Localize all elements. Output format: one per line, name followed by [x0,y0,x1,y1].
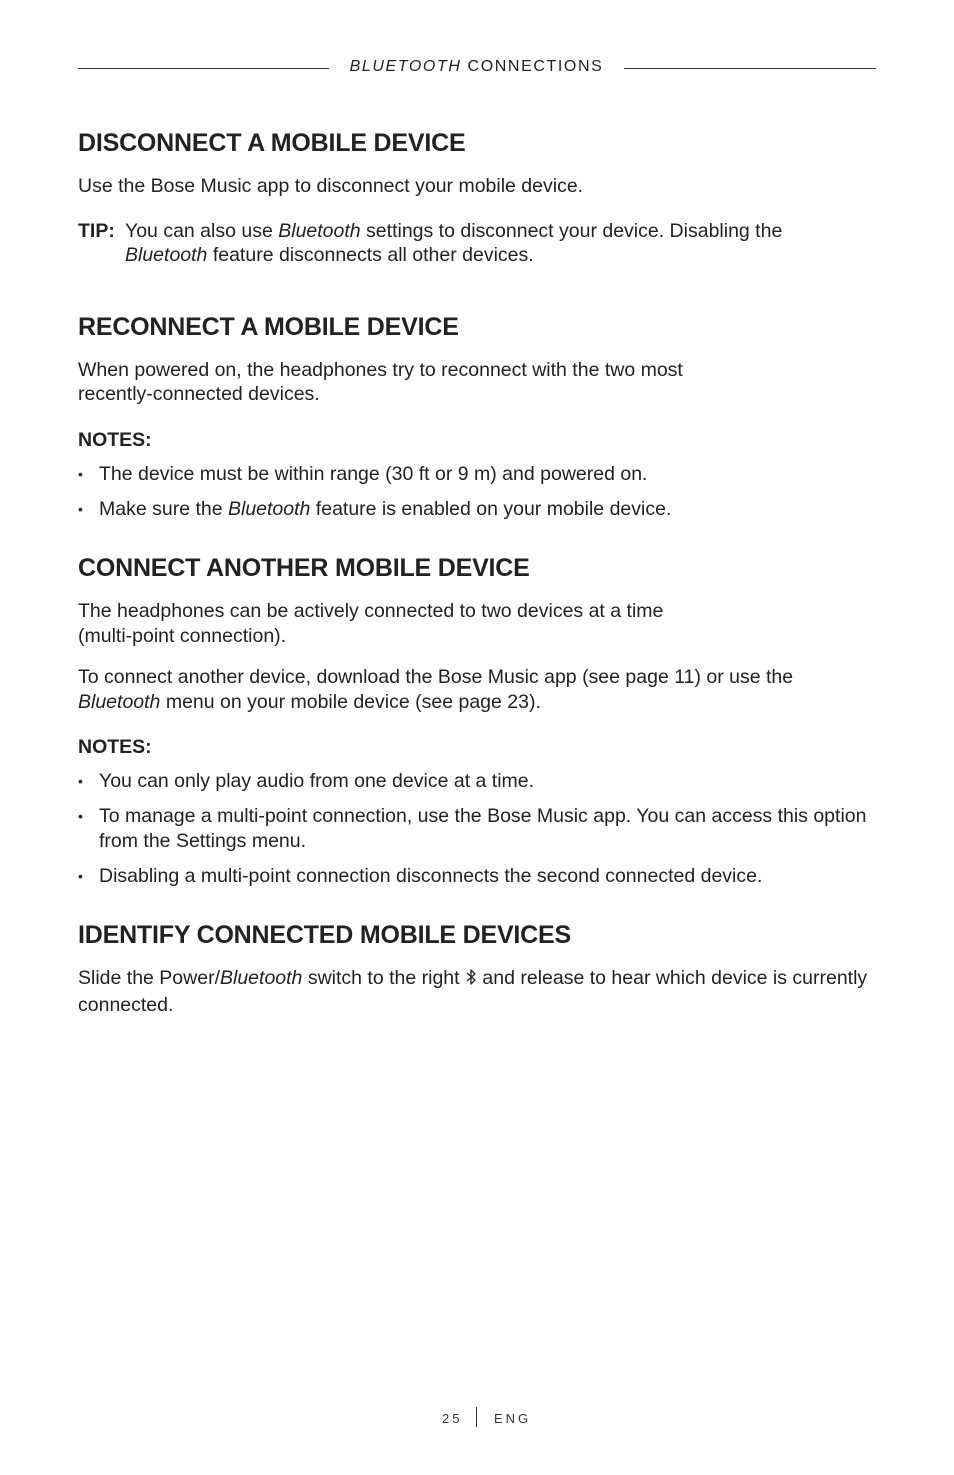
notes-list [78,462,878,522]
bullet: • [78,867,83,884]
notes-label: NOTES: [78,736,152,758]
section-title [329,58,624,76]
tip-text-part: settings to disconnect your device. Disabling the [360,219,783,242]
identify-body [78,966,878,1017]
reconnect-body-line: recently-connected devices. [78,383,320,405]
page-footer [0,1407,954,1431]
body-text: switch to the right [302,967,465,989]
disconnect-body: Use the Bose Music app to disconnect your mobile device. [78,175,584,197]
note-text: To manage a multi-point connection, use the Bose Music app. You can access this option from the Settings menu. [99,805,867,852]
body-line: The headphones can be actively connected to two devices at a time [78,600,664,622]
connect-another-body-1 [78,599,878,648]
notes-label: NOTES: [78,428,152,451]
page-number: 25 [442,1411,463,1426]
section-connect-another [78,553,878,888]
tip-label: TIP: [78,219,115,242]
page-content [78,128,878,1017]
bullet: • [78,500,83,517]
list-item [78,462,878,487]
note-text: The device must be within range (30 ft or 9 m) and powered on. [99,462,648,485]
tip-text-part: feature disconnects all other devices. [207,244,534,266]
body-italic: Bluetooth [78,690,161,713]
bullet: • [78,773,83,789]
reconnect-body [78,358,878,407]
tip-text-part: You can also use [125,219,279,242]
tip-text [125,219,878,268]
notes-list [78,769,878,888]
heading-disconnect: DISCONNECT A MOBILE DEVICE [78,129,466,157]
connect-another-body-2 [78,665,878,714]
heading-reconnect: RECONNECT A MOBILE DEVICE [78,312,459,341]
list-item [78,804,878,853]
tip-block [78,219,878,268]
bullet: • [78,465,83,482]
heading-identify: IDENTIFY CONNECTED MOBILE DEVICES [78,921,571,949]
list-item [78,864,878,889]
note-text: Make sure the [99,497,228,520]
section-identify [78,920,878,1017]
section-disconnect [78,128,878,268]
body-italic: Bluetooth [220,967,303,989]
language-label: ENG [494,1411,532,1426]
header-rule-left [78,68,329,69]
reconnect-body-line: When powered on, the headphones try to reconnect with the two most [78,358,683,381]
body-text: Slide the Power/ [78,967,220,989]
heading-connect-another: CONNECT ANOTHER MOBILE DEVICE [78,554,530,582]
section-title-rest: CONNECTIONS [461,58,604,75]
note-text: You can only play audio from one device at a time. [99,770,535,792]
body-line: (multi-point connection). [78,624,287,647]
note-text: feature is enabled on your mobile device. [310,497,672,520]
list-item [78,769,878,794]
section-title-italic: BLUETOOTH [349,58,462,75]
tip-italic: Bluetooth [278,219,361,242]
section-reconnect [78,312,878,522]
list-item [78,497,878,522]
page-header [78,56,876,80]
tip-italic: Bluetooth [125,244,208,266]
header-rule-right [624,68,876,69]
bluetooth-icon [465,968,477,993]
footer-divider [476,1407,477,1427]
bullet: • [78,808,83,824]
note-text: Disabling a multi-point connection disconnects the second connected device. [99,864,763,887]
body-text: and release to hear which device is currently connected. [78,967,868,1016]
note-italic: Bluetooth [227,497,311,520]
body-text: menu on your mobile device (see page 23). [160,690,541,713]
body-text: To connect another device, download the Bose Music app (see page 11) or use the [78,666,794,688]
